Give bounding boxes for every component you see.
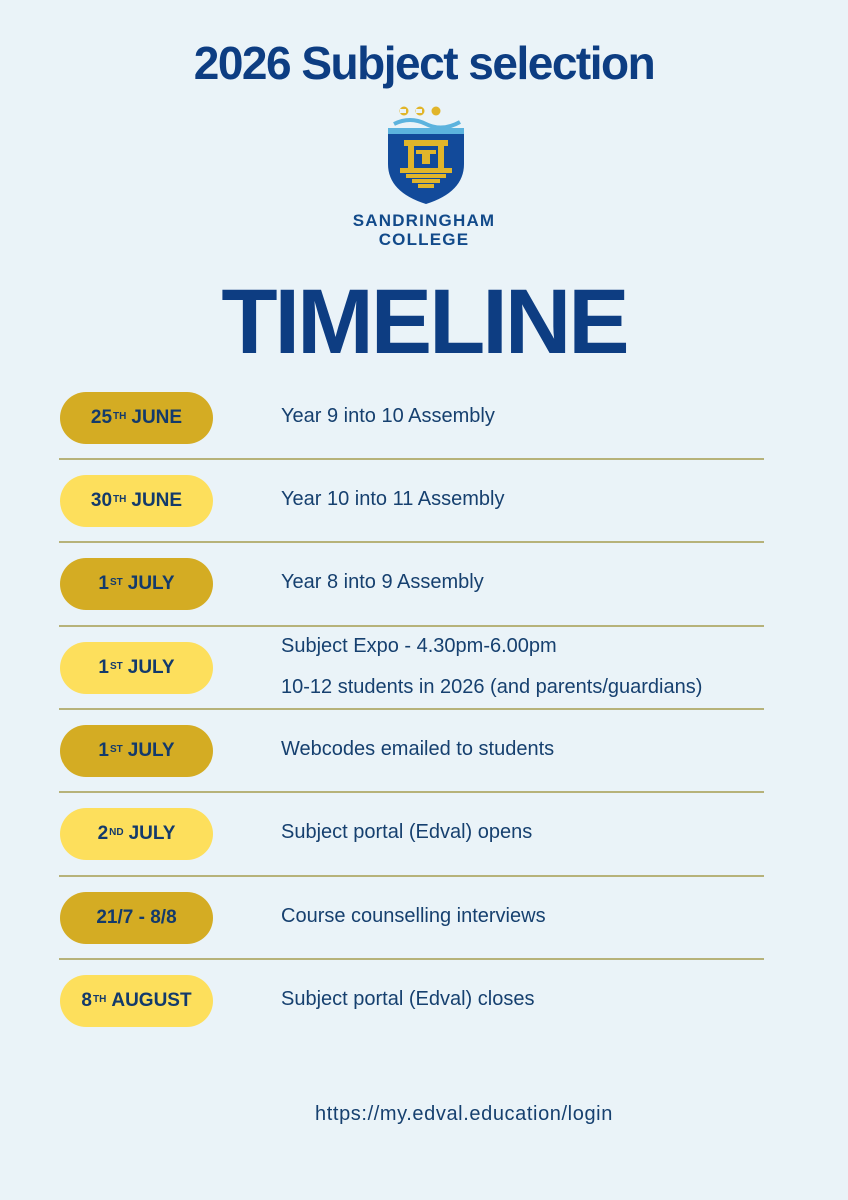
timeline-heading: TIMELINE — [221, 271, 627, 373]
date-pill — [60, 725, 213, 777]
date-pill — [60, 892, 213, 944]
event-text: Subject portal (Edval) closes — [281, 988, 535, 1010]
date-number: 30 — [90, 490, 113, 511]
date-month: JULY — [127, 573, 175, 594]
event-text: Course counselling interviews — [281, 905, 546, 927]
timeline-row — [0, 626, 848, 710]
date-suffix: TH — [113, 410, 127, 422]
date-pill — [60, 808, 213, 860]
date-number: 25 — [90, 407, 113, 428]
date-number: 21/7 - 8/8 — [96, 907, 177, 928]
page-title: 2026 Subject selection — [193, 37, 655, 89]
date-pill — [60, 642, 213, 694]
event-text: Year 9 into 10 Assembly — [281, 405, 495, 427]
date-suffix: TH — [93, 993, 107, 1005]
event-text: Year 8 into 9 Assembly — [281, 571, 484, 593]
date-month: JUNE — [131, 490, 183, 511]
date-number: 1 — [98, 573, 109, 594]
college-name-line2: COLLEGE — [378, 230, 470, 249]
timeline-row — [0, 459, 848, 543]
date-number: 8 — [81, 990, 92, 1011]
date-month: JULY — [128, 823, 176, 844]
timeline-row — [0, 542, 848, 626]
date-month: JUNE — [131, 407, 183, 428]
timeline-row — [0, 959, 848, 1043]
date-number: 1 — [98, 657, 109, 678]
date-suffix: ST — [109, 743, 123, 755]
date-suffix: ST — [109, 660, 123, 672]
date-pill — [60, 475, 213, 527]
event-text: Year 10 into 11 Assembly — [281, 488, 505, 510]
event-text: Subject portal (Edval) opens — [281, 821, 533, 843]
date-number: 1 — [98, 740, 109, 761]
timeline-row — [0, 792, 848, 876]
date-suffix: ND — [109, 826, 124, 838]
date-pill — [60, 392, 213, 444]
timeline-row — [0, 376, 848, 460]
date-number: 2 — [97, 823, 109, 844]
timeline-row — [0, 709, 848, 793]
date-suffix: TH — [113, 493, 127, 505]
date-suffix: ST — [109, 576, 123, 588]
date-pill — [60, 975, 213, 1027]
event-subtext: 10-12 students in 2026 (and parents/guardians) — [281, 676, 703, 698]
college-name-line1: SANDRINGHAM — [352, 211, 496, 230]
date-month: JULY — [127, 657, 175, 678]
event-text: Webcodes emailed to students — [281, 738, 555, 760]
date-pill — [60, 558, 213, 610]
portal-url-link[interactable]: https://my.edval.education/login — [315, 1103, 613, 1125]
event-text: Subject Expo - 4.30pm-6.00pm — [281, 635, 557, 657]
date-month: JULY — [127, 740, 175, 761]
date-month: AUGUST — [111, 990, 192, 1011]
timeline-row — [0, 876, 848, 960]
